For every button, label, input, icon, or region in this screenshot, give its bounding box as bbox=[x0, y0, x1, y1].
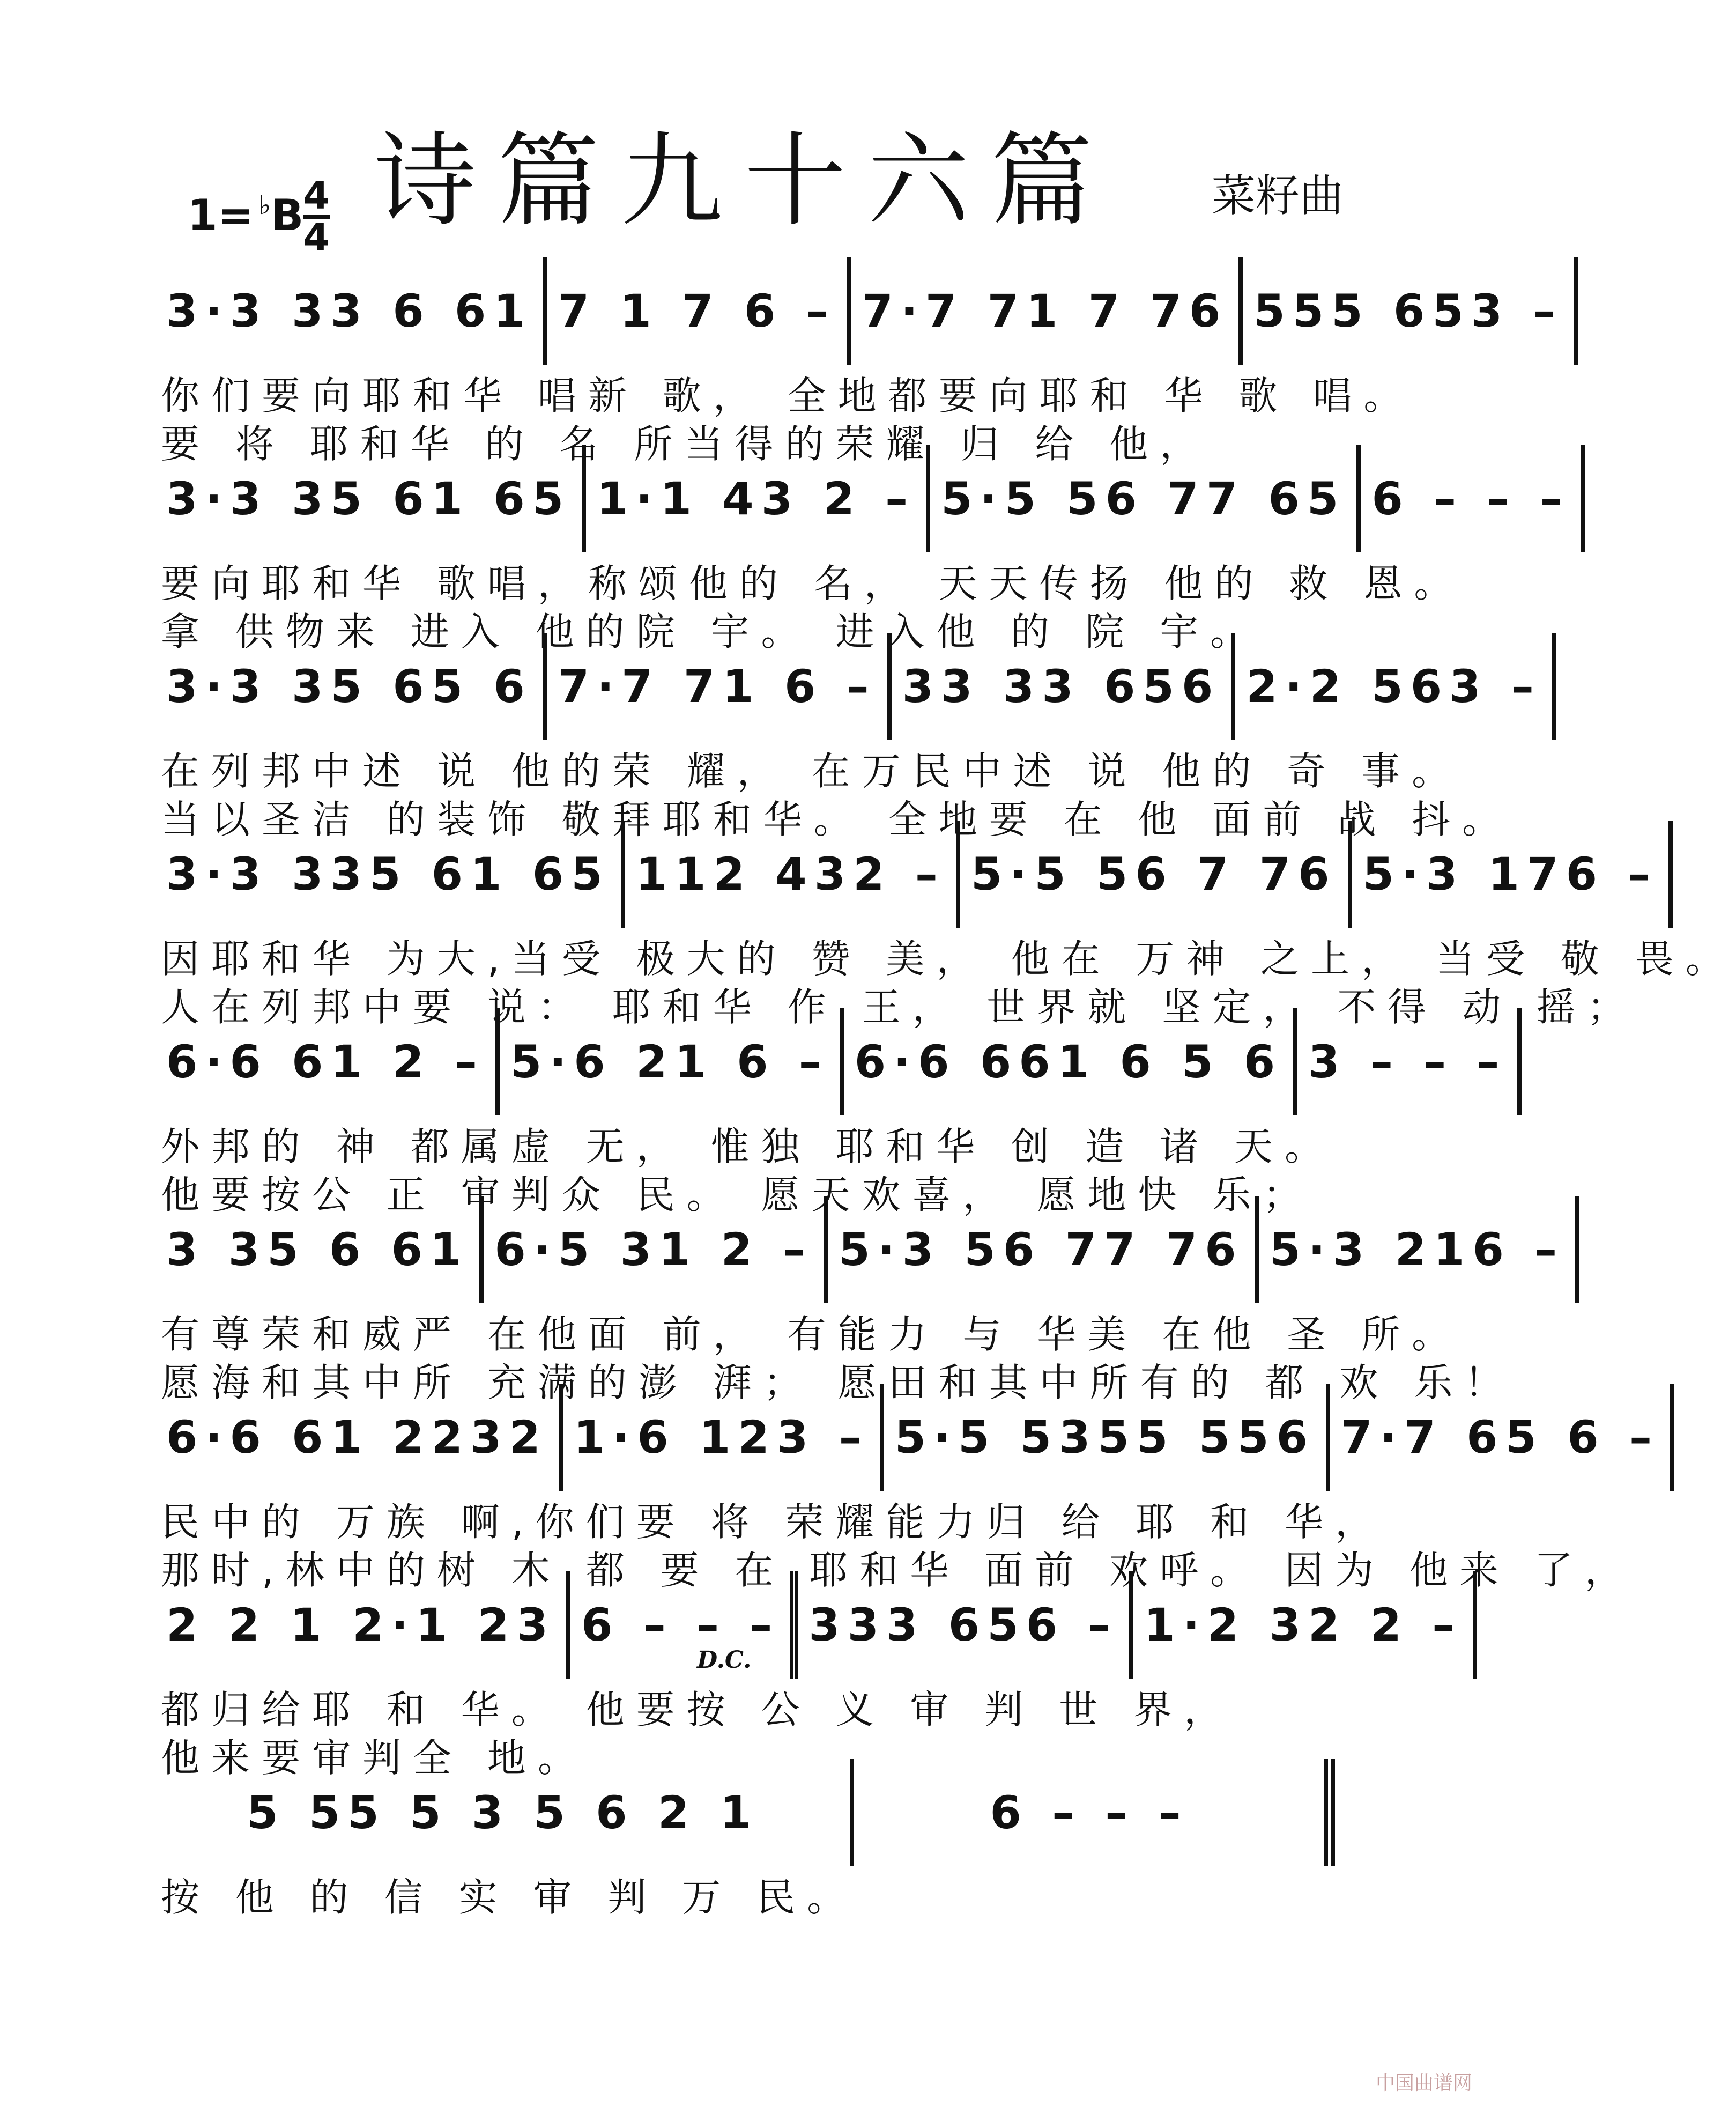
notation: 3·3 35 65 6 bbox=[166, 660, 532, 713]
notation: 6·6 61 2 – bbox=[166, 1036, 485, 1088]
notation: 33 33 656 bbox=[902, 660, 1221, 713]
notation: 5·5 56 7 76 bbox=[970, 848, 1337, 900]
lyric-line-2: 当以圣洁 的装饰 敬拜耶和华。 全地要 在 他 面前 战 抖。 bbox=[161, 797, 1513, 842]
measure bbox=[547, 257, 851, 365]
measure bbox=[1235, 633, 1556, 740]
time-bottom: 4 bbox=[303, 216, 330, 260]
measure bbox=[500, 1008, 844, 1115]
measure bbox=[851, 257, 1243, 365]
measure bbox=[155, 1571, 570, 1679]
measure bbox=[798, 1571, 1133, 1679]
notation: 3·3 35 61 65 bbox=[166, 472, 572, 525]
lyric-line-1: 外邦的 神 都属虚 无， 惟独 耶和华 创 造 诸 天。 bbox=[161, 1124, 1335, 1169]
measure bbox=[625, 821, 960, 928]
key-signature bbox=[188, 174, 330, 260]
measure bbox=[155, 821, 625, 928]
measure bbox=[155, 1384, 563, 1491]
notation: 3·3 33 6 61 bbox=[166, 285, 532, 337]
notation: 5·3 176 – bbox=[1362, 848, 1658, 900]
measure bbox=[1133, 1571, 1477, 1679]
measure bbox=[155, 1008, 500, 1115]
lyric-line-1: 你们要向耶和华 唱新 歌， 全地都要向耶和 华 歌 唱。 bbox=[161, 373, 1414, 418]
measure bbox=[828, 1196, 1258, 1303]
notation: 7·7 71 7 76 bbox=[862, 285, 1228, 337]
notation: 6 – – – bbox=[1371, 472, 1570, 525]
notation: 1·6 123 – bbox=[573, 1411, 869, 1464]
measure bbox=[892, 633, 1236, 740]
notation: 3 35 6 61 bbox=[166, 1223, 469, 1276]
lyric-line-1: 按 他 的 信 实 审 判 万 民。 bbox=[161, 1875, 858, 1920]
lyric-line-1: 有尊荣和威严 在他面 前， 有能力 与 华美 在他 圣 所。 bbox=[161, 1312, 1463, 1357]
notation: 2·2 563 – bbox=[1246, 660, 1541, 713]
measure bbox=[563, 1384, 884, 1491]
score-system bbox=[155, 1196, 1565, 1405]
score-system bbox=[155, 445, 1570, 654]
measure bbox=[1243, 257, 1578, 365]
lyric-line-1: 民中的 万族 啊,你们要 将 荣耀能力归 给 耶 和 华， bbox=[161, 1499, 1385, 1545]
lyric-line-2: 人在列邦中要 说： 耶和华 作 王， 世界就 坚定， 不得 动 摇； bbox=[161, 985, 1637, 1030]
da-capo-mark: D.C. bbox=[697, 1646, 752, 1674]
measure bbox=[570, 1571, 798, 1679]
lyric-line-2: 要 将 耶和华 的 名 所当得的荣耀 归 给 他， bbox=[161, 422, 1211, 467]
measure bbox=[547, 633, 892, 740]
time-signature bbox=[303, 174, 330, 260]
measure bbox=[884, 1384, 1330, 1491]
notation: 5·6 21 6 – bbox=[510, 1036, 829, 1088]
notation: 3·3 335 61 65 bbox=[166, 848, 610, 900]
key-prefix: 1= bbox=[188, 190, 254, 240]
measure bbox=[155, 1759, 854, 1866]
lyric-line-2: 愿海和其中所 充满的澎 湃； 愿田和其中所有的 都 欢 乐！ bbox=[161, 1360, 1515, 1405]
lyric-line-1: 要向耶和华 歌唱，称颂他的 名， 天天传扬 他的 救 恩。 bbox=[161, 561, 1465, 606]
score-system bbox=[155, 1759, 1335, 1963]
measure bbox=[1352, 821, 1673, 928]
notation: 6·6 661 6 5 6 bbox=[854, 1036, 1283, 1088]
measure bbox=[854, 1759, 1335, 1866]
site-watermark: 中国曲谱网 bbox=[1375, 2072, 1472, 2094]
notation: 1·2 32 2 – bbox=[1144, 1599, 1463, 1651]
score-system bbox=[155, 1384, 1659, 1593]
measure bbox=[155, 1196, 484, 1303]
notation: 5·3 56 77 76 bbox=[839, 1223, 1244, 1276]
notation: 3 – – – bbox=[1308, 1036, 1507, 1088]
notation: 2 2 1 2·1 23 bbox=[166, 1599, 556, 1651]
measure bbox=[155, 257, 547, 365]
measure bbox=[155, 445, 586, 552]
notation: 7·7 71 6 – bbox=[558, 660, 877, 713]
measure bbox=[930, 445, 1361, 552]
notation: 6·6 61 2232 bbox=[166, 1411, 548, 1464]
lyric-line-1: 在列邦中述 说 他的荣 耀， 在万民中述 说 他的 奇 事。 bbox=[161, 749, 1463, 794]
lyric-line-2: 他要按公 正 审判众 民。 愿天欢喜， 愿地快 乐； bbox=[161, 1172, 1314, 1217]
notation: 7 1 7 6 – bbox=[558, 285, 836, 337]
measure bbox=[1259, 1196, 1580, 1303]
flat-sign: ♭ bbox=[258, 190, 271, 220]
score-system bbox=[155, 1008, 1507, 1217]
notation: 1·1 43 2 – bbox=[597, 472, 916, 525]
notation: 6 – – – bbox=[990, 1786, 1189, 1839]
notation: 333 656 – bbox=[808, 1599, 1118, 1651]
measure bbox=[155, 633, 547, 740]
score-system bbox=[155, 821, 1736, 1030]
song-title: 诗篇九十六篇 bbox=[374, 122, 1114, 240]
score-system bbox=[155, 633, 1541, 842]
lyric-line-2: 拿 供物来 进入 他的院 宇。 进入他 的 院 宇。 bbox=[161, 609, 1261, 654]
notation: 6 – – – bbox=[581, 1599, 780, 1651]
time-top: 4 bbox=[303, 174, 330, 218]
lyric-line-2: 他来要审判全 地。 bbox=[161, 1735, 588, 1780]
key-tonic: B bbox=[271, 190, 304, 240]
notation: 555 653 – bbox=[1253, 285, 1563, 337]
measure bbox=[1330, 1384, 1674, 1491]
notation: 7·7 65 6 – bbox=[1341, 1411, 1659, 1464]
measure bbox=[586, 445, 930, 552]
lyric-line-2 bbox=[155, 1915, 1335, 1963]
notation: 6·5 31 2 – bbox=[494, 1223, 813, 1276]
score-system bbox=[155, 257, 1563, 467]
notation: 5·5 56 77 65 bbox=[941, 472, 1346, 525]
notation: 5·5 5355 556 bbox=[894, 1411, 1316, 1464]
measure bbox=[484, 1196, 828, 1303]
lyric-line-1: 因耶和华 为大,当受 极大的 赞 美， 他在 万神 之上， 当受 敬 畏。 bbox=[161, 936, 1736, 981]
lyric-line-1: 都归给耶 和 华。 他要按 公 义 审 判 世 界， bbox=[161, 1687, 1234, 1732]
measure bbox=[844, 1008, 1297, 1115]
notation: 5 55 5 3 5 6 2 1 bbox=[247, 1786, 759, 1839]
measure bbox=[1361, 445, 1585, 552]
composer-credit: 菜籽曲 bbox=[1211, 171, 1344, 221]
measure bbox=[960, 821, 1352, 928]
notation: 112 432 – bbox=[635, 848, 945, 900]
measure bbox=[1297, 1008, 1522, 1115]
lyric-line-2: 那时,林中的树 木 都 要 在 耶和华 面前 欢呼。 因为 他来 了， bbox=[161, 1548, 1635, 1593]
notation: 5·3 216 – bbox=[1269, 1223, 1565, 1276]
